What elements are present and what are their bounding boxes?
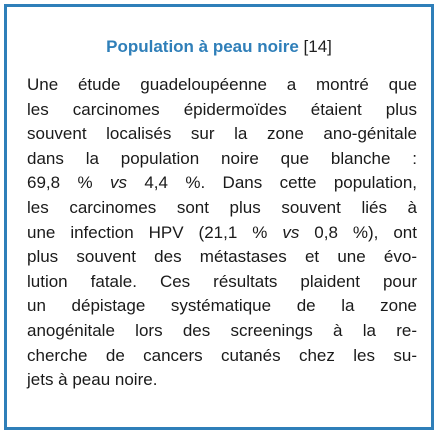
text-line: les carcinomes épidermoïdes étaient plus <box>27 99 417 119</box>
box-title-main: Population à peau noire <box>106 37 299 56</box>
text-line: jets à peau noire. <box>27 370 158 390</box>
text-line: Une étude guadeloupéenne a montré que <box>27 75 417 94</box>
text-line: les carcinomes sont plus souvent liés à <box>27 197 417 217</box>
text-line: anogénitale lors des screenings à la re- <box>27 320 417 340</box>
text-line: 69,8 % vs 4,4 %. Dans cette population, <box>27 173 418 193</box>
italic-vs: vs <box>282 222 300 242</box>
box-title <box>7 37 431 57</box>
text-line: dans la population noire que blanche : <box>27 148 417 168</box>
text-line: cherche de cancers cutanés chez les su- <box>27 345 417 365</box>
text-line: plus souvent des métastases et une évo- <box>27 247 417 267</box>
info-box <box>4 4 434 430</box>
text-line: une infection HPV (21,1 % vs 0,8 %), ont <box>27 222 417 242</box>
reference-number: [14] <box>303 37 332 56</box>
italic-vs: vs <box>109 173 127 193</box>
box-body-text <box>27 73 417 393</box>
text-line: souvent localisés sur la zone ano-génitale <box>27 124 417 144</box>
text-line: lution fatale. Ces résultats plaident pour <box>27 271 417 291</box>
text-line: un dépistage systématique de la zone <box>27 296 417 316</box>
